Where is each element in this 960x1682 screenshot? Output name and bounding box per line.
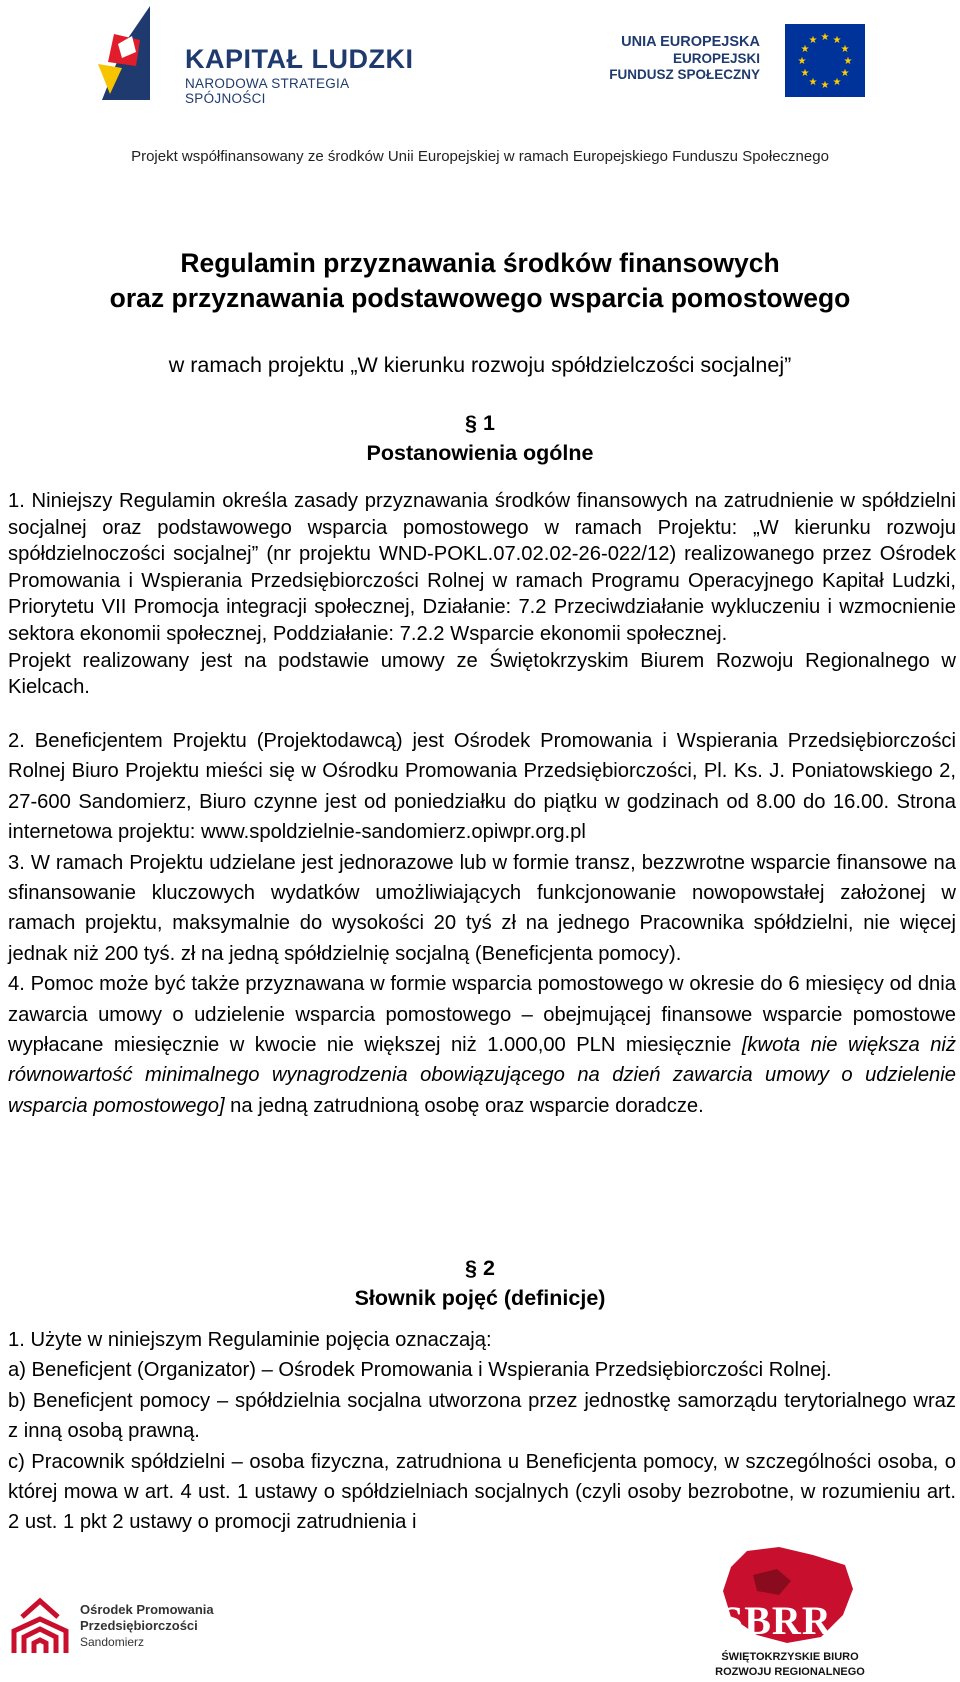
svg-text:★: ★	[832, 77, 842, 88]
paragraph-4	[8, 969, 956, 1121]
paragraph-4-end: na jedną zatrudnioną osobę oraz wsparcie doradcze.	[224, 1094, 704, 1117]
svg-text:★: ★	[800, 44, 810, 55]
svg-text:★: ★	[797, 56, 807, 67]
svg-text:★: ★	[840, 68, 850, 79]
sbrr-wordmark: SBRR	[721, 1598, 832, 1643]
eu-logo-line2: EUROPEJSKI	[672, 51, 760, 66]
section-1-title: Postanowienia ogólne	[366, 441, 594, 465]
eu-logo-line3: FUNDUSZ SPOŁECZNY	[609, 67, 760, 82]
opi-line2: Przedsiębiorczości	[80, 1618, 198, 1633]
definition-c: c) Pracownik spółdzielni – osoba fizyczna, zatrudniona u Beneficjenta pomocy, w szczególności osoba, o której mowa w art. 4 ust. 1 ustawy o spółdzielniach socjalnych (czyli osoby bezrobotne, w rozumieniu art. 2 ust. 1 pkt 2 ustawy o promocji zatrudnienia i	[8, 1450, 956, 1534]
section-2-number: § 2	[465, 1256, 495, 1280]
opi-logo	[8, 1585, 248, 1675]
section-1-body-a	[8, 488, 956, 701]
paragraph-1b: Projekt realizowany jest na podstawie umowy ze Świętokrzyskim Biurem Rozwoju Regionalnego w Kielcach.	[8, 649, 956, 699]
definitions-intro: 1. Użyte w niniejszym Regulaminie pojęcia oznaczają:	[8, 1329, 492, 1351]
paragraph-4-italic: [kwota nie większa niż równowartość minimalnego wynagrodzenia obowiązującego na dzień zawarcia umowy o udzielenie wsparcia pomostowego]	[8, 1034, 956, 1117]
svg-text:★: ★	[808, 77, 818, 88]
cofinancing-note: Projekt współfinansowany ze środków Unii Europejskiej w ramach Europejskiego Funduszu Społecznego	[131, 148, 829, 165]
sbrr-line2: ROZWOJU REGIONALNEGO	[715, 1666, 865, 1678]
eu-logo-line1: UNIA EUROPEJSKA	[621, 34, 760, 50]
eu-flag-icon	[785, 24, 865, 97]
kapital-ludzki-title: KAPITAŁ LUDZKI	[185, 44, 414, 74]
definition-a: a) Beneficjent (Organizator) – Ośrodek Promowania i Wspierania Przedsiębiorczości Rolnej.	[8, 1359, 832, 1382]
svg-text:★: ★	[840, 44, 850, 55]
svg-text:★: ★	[843, 56, 853, 67]
svg-text:★: ★	[820, 32, 830, 43]
section-2-body	[8, 1325, 956, 1538]
svg-text:★: ★	[800, 68, 810, 79]
paragraph-3: 3. W ramach Projektu udzielane jest jednorazowe lub w formie transz, bezzwrotne wsparcie finansowe na sfinansowanie kluczowych wydatków umożliwiających funkcjonowanie nowopowstałej założonej w ramach projektu, maksymalnie do wysokości 20 tyś zł na jednego Pracownika spółdzielni, nie więcej jednak niż 200 tyś. zł na jedną spółdzielnię socjalną (Beneficjenta pomocy).	[8, 851, 956, 965]
document-title	[0, 246, 960, 316]
opi-line3: Sandomierz	[80, 1635, 145, 1649]
kapital-ludzki-emblem-icon	[92, 6, 172, 102]
document-title-line2: oraz przyznawania podstawowego wsparcia pomostowego	[109, 283, 851, 313]
paragraph-1: 1. Niniejszy Regulamin określa zasady przyznawania środków finansowych na zatrudnienie w spółdzielni socjalnej oraz podstawowego wsparcia pomostowego w ramach Projektu: „W kierunku rozwoju spółdzielnoczości socjalnej” (nr projektu WND-POKL.07.02.02-26-022/12) realizowanego przez Ośrodek Promowania i Wspierania Przedsiębiorczości Rolnej w ramach Programu Operacyjnego Kapitał Ludzki, Priorytetu VII Promocja integracji społecznej, Działanie: 7.2 Przeciwdziałanie wykluczeniu i wzmocnienie sektora ekonomii społecznej, Poddziałanie: 7.2.2 Wsparcie ekonomii społecznej.	[8, 490, 956, 645]
eu-logo-text	[595, 34, 760, 82]
paragraph-2: 2. Beneficjentem Projektu (Projektodawcą) jest Ośrodek Promowania i Wspierania Przedsiębiorczości Rolnej Biuro Projektu mieści się w Ośrodku Promowania Przedsiębiorczości, Pl. Ks. J. Poniatowskiego 2, 27-600 Sandomierz, Biuro czynne jest od poniedziałku do piątku w godzinach od 8.00 do 16.00. Strona internetowa projektu: www.spoldzielnie-sandomierz.opiwpr.org.pl	[8, 730, 956, 844]
header	[0, 0, 960, 110]
project-name-line: w ramach projektu „W kierunku rozwoju spółdzielczości socjalnej”	[168, 353, 792, 377]
kapital-ludzki-logo	[100, 6, 430, 106]
paragraph-4-start: 4. Pomoc może być także przyznawana w formie wsparcia pomostowego w okresie do 6 miesięcy od dnia zawarcia umowy o udzielenie wsparcia pomostowego – obejmującej finansowe wsparcie pomostowe wypłacane miesięcznie w kwocie nie większej niż 1.000,00 PLN miesięcznie	[8, 973, 956, 1057]
document-title-line1: Regulamin przyznawania środków finansowych	[180, 248, 780, 278]
opi-line1: Ośrodek Promowania	[80, 1602, 214, 1617]
definition-b: b) Beneficjent pomocy – spółdzielnia socjalna utworzona przez jednostkę samorządu terytorialnego wraz z inną osobą prawną.	[8, 1389, 956, 1443]
svg-text:★: ★	[808, 35, 818, 46]
section-1-number: § 1	[465, 411, 495, 435]
section-2-heading	[0, 1253, 960, 1313]
section-1-heading	[0, 408, 960, 468]
section-1-body-b	[8, 726, 956, 1121]
kapital-ludzki-subtitle: NARODOWA STRATEGIA SPÓJNOŚCI	[185, 76, 349, 106]
opi-emblem-icon	[8, 1593, 72, 1657]
eu-logo	[595, 24, 865, 104]
sbrr-logo	[715, 1545, 875, 1680]
svg-text:★: ★	[820, 80, 830, 91]
svg-text:★: ★	[832, 35, 842, 46]
opi-logo-text	[80, 1602, 214, 1650]
sbrr-line1: ŚWIĘTOKRZYSKIE BIURO	[721, 1651, 859, 1663]
section-2-title: Słownik pojęć (definicje)	[354, 1286, 606, 1310]
